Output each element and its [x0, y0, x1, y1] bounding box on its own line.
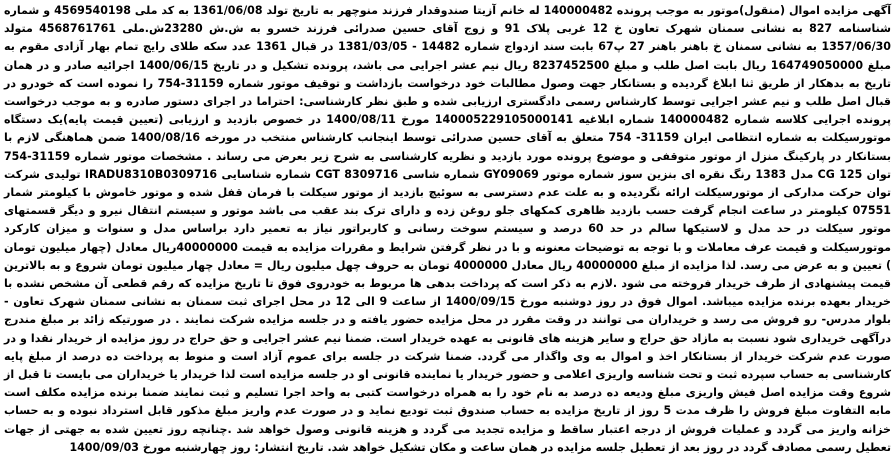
notice-text: آگهی مزایده اموال (منقول)موتور به موجب پرونده 140000482 له خانم آزیتا صندوقدار فرزند منوچهر به تاریخ تولد 1361/06/08 به کد ملی 4569540198 و شماره شناسنامه 827 به نشانی سمنان شهرک تعاون خ 12 غربی پلاک 91 و زوج آقای حسین صدرائی فرزند خسرو به ش.ش 23280ش.ملی 4568761761 متولد 1357/06/30 به نشانی سمنان خ باهنر باهنر 27 پ67 بابت سند ازدواج شماره 14482 - 1381/03/05 در قبال 1361 عدد سکه طلای رایج تمام بهار آزادی مقوم به مبلغ 164749050000 ریال بابت اصل طلب و مبلغ 8237452500 ریال نیم عشر اجرایی می باشد، پرونده تشکیل و در تاریخ 1400/06/15 اجرائیه صادر و در همان تاریخ به بدهکار از طریق ثنا ابلاغ گردیده و بستانکار جهت وصول مطالبات خود درخواست بازداشت و توقیف موتور شماره 31159-754 را نموده است که خودرو در قبال اصل طلب و نیم عشر اجرایی توسط کارشناس رسمی دادگستری ارزیابی شده و طبق نظر کارشناسی: احتراما در اجرای دستور صادره و به موجب درخواست پرونده اجرایی کلاسه شماره 140000482 شماره ابلاغیه 140005229105000141 مورخ 1400/08/11 در خصوص بازدید و ارزیابی (تعیین قیمت پایه)یک دستگاه موتورسیکلت به شماره انتظامی ایران 31159- 754 متعلق به آقای حسین صدرائی توسط اینجانب کارشناس منتخب در مورخه 1400/08/16 ضمن هماهنگی لازم با بستانکار در پارکینگ منزل از موتور متوقفی و موضوع پرونده مورد بازدید و نظریه کارشناسی به شرح زیر بعرض می رساند . مشخصات موتور شماره 31159-754 توان 125 CG مدل 1383 رنگ نقره ای بنزین سوز شماره موتور GY09069 شماره شاسی 8309716 CGT شماره شناسایی IRADU8310B0309716 تولیدی شرکت توان حرکت مدارکی از موتورسیکلت ارائه نگردیده و به علت عدم دسترسی به سوئیچ بازدید از موتور سیکلت با فرمان قفل شده و موتور خاموش با کیلومتر شمار 07551 کیلومتر در ساعت انجام گرفت حسب بازدید ظاهری کمکهای جلو روغن زده و دارای ترک بند عقب می باشد موتور و سیستم انتقال نیرو و دیگر قسمتهای موتور سیکلت در حد مدل و لاستیکها سالم در حد 60 درصد و سیستم سوخت رسانی و کاربراتور نیاز به تعمیر دارد براساس مدل و سنوات و میزان کارکرد موتورسیکلت و قیمت عرف معاملات و با توجه به توضیحات معنونه و با در نظر گرفتن شرایط و مقررات مزایده به قیمت 40000000ریال معادل (چهار میلیون تومان ) تعیین و به عرض می رسد. لذا مزایده از مبلغ 40000000 ریال معادل 4000000 تومان به حروف چهل میلیون ریال = معادل چهار میلیون تومان شروع و به بالاترین قیمت پیشنهادی از طرف خریدار فروخته می شود .لازم به ذکر است که پرداخت بدهی ها مربوط به خودروی فوق تا تاریخ مزایده که رقم قطعی آن مشخص نشده با خریدار بعهده برنده مزایده میباشد. اموال فوق در روز دوشنبه مورخ 1400/09/15 از ساعت 9 الی 12 در محل اجرای ثبت سمنان به نشانی سمنان شهرک تعاون - بلوار مدرس- رو فروش می رسد و خریداران می توانند در وقت مقرر در محل مزایده حضور یافته و در جلسه مزایده شرکت نمایند . در صورتیکه زائد بر مبلغ مندرج درآگهی خریداری شود نسبت به مازاد حق حراج و سایر هزینه های قانونی به عهده خریدار است. ضمنا نیم عشر اجرایی و حق حراج در روز مزایده از خریدار نقدا و در صورت عدم شرکت خریدار از بستانکار اخذ و اموال به وی واگذار می گردد. ضمنا شرکت در جلسه برای عموم آزاد است و منوط به پرداخت ده درصد از مبلغ پایه کارشناسی به حساب سپرده ثبت و تحت شناسه واریزی اعلامی و حضور خریدار یا نماینده قانونی او در جلسه مزایده است لذا خریدار یا خریداران می بایست تا قبل از شروع وقت مزایده اصل فیش واریزی مبلغ ودیعه ده درصد به نام خود را به همراه درخواست کتبی به واحد اجرا تسلیم و ثبت نمایند ضمنا برنده مزایده مکلف است مابه التفاوت مبلغ فروش را ظرف مدت 5 روز از تاریخ مزایده به حساب صندوق ثبت تودیع نماید و در صورت عدم واریز مبلغ مذکور قابل استرداد نبوده و به حساب خزانه واریز می گردد و عملیات فروش از درجه اعتبار ساقط و مزایده تجدید می گردد و هزینه قانونی وصول خواهد شد .چنانچه روز تعیین شده به جهتی از جهات تعطیل رسمی مصادف گردد در روز بعد از تعطیل جلسه مزایده در همان ساعت و مکان تشکیل خواهد شد. تاریخ انتشار: روز چهارشنبه مورخ 1400/09/03: [4, 4, 892, 454]
